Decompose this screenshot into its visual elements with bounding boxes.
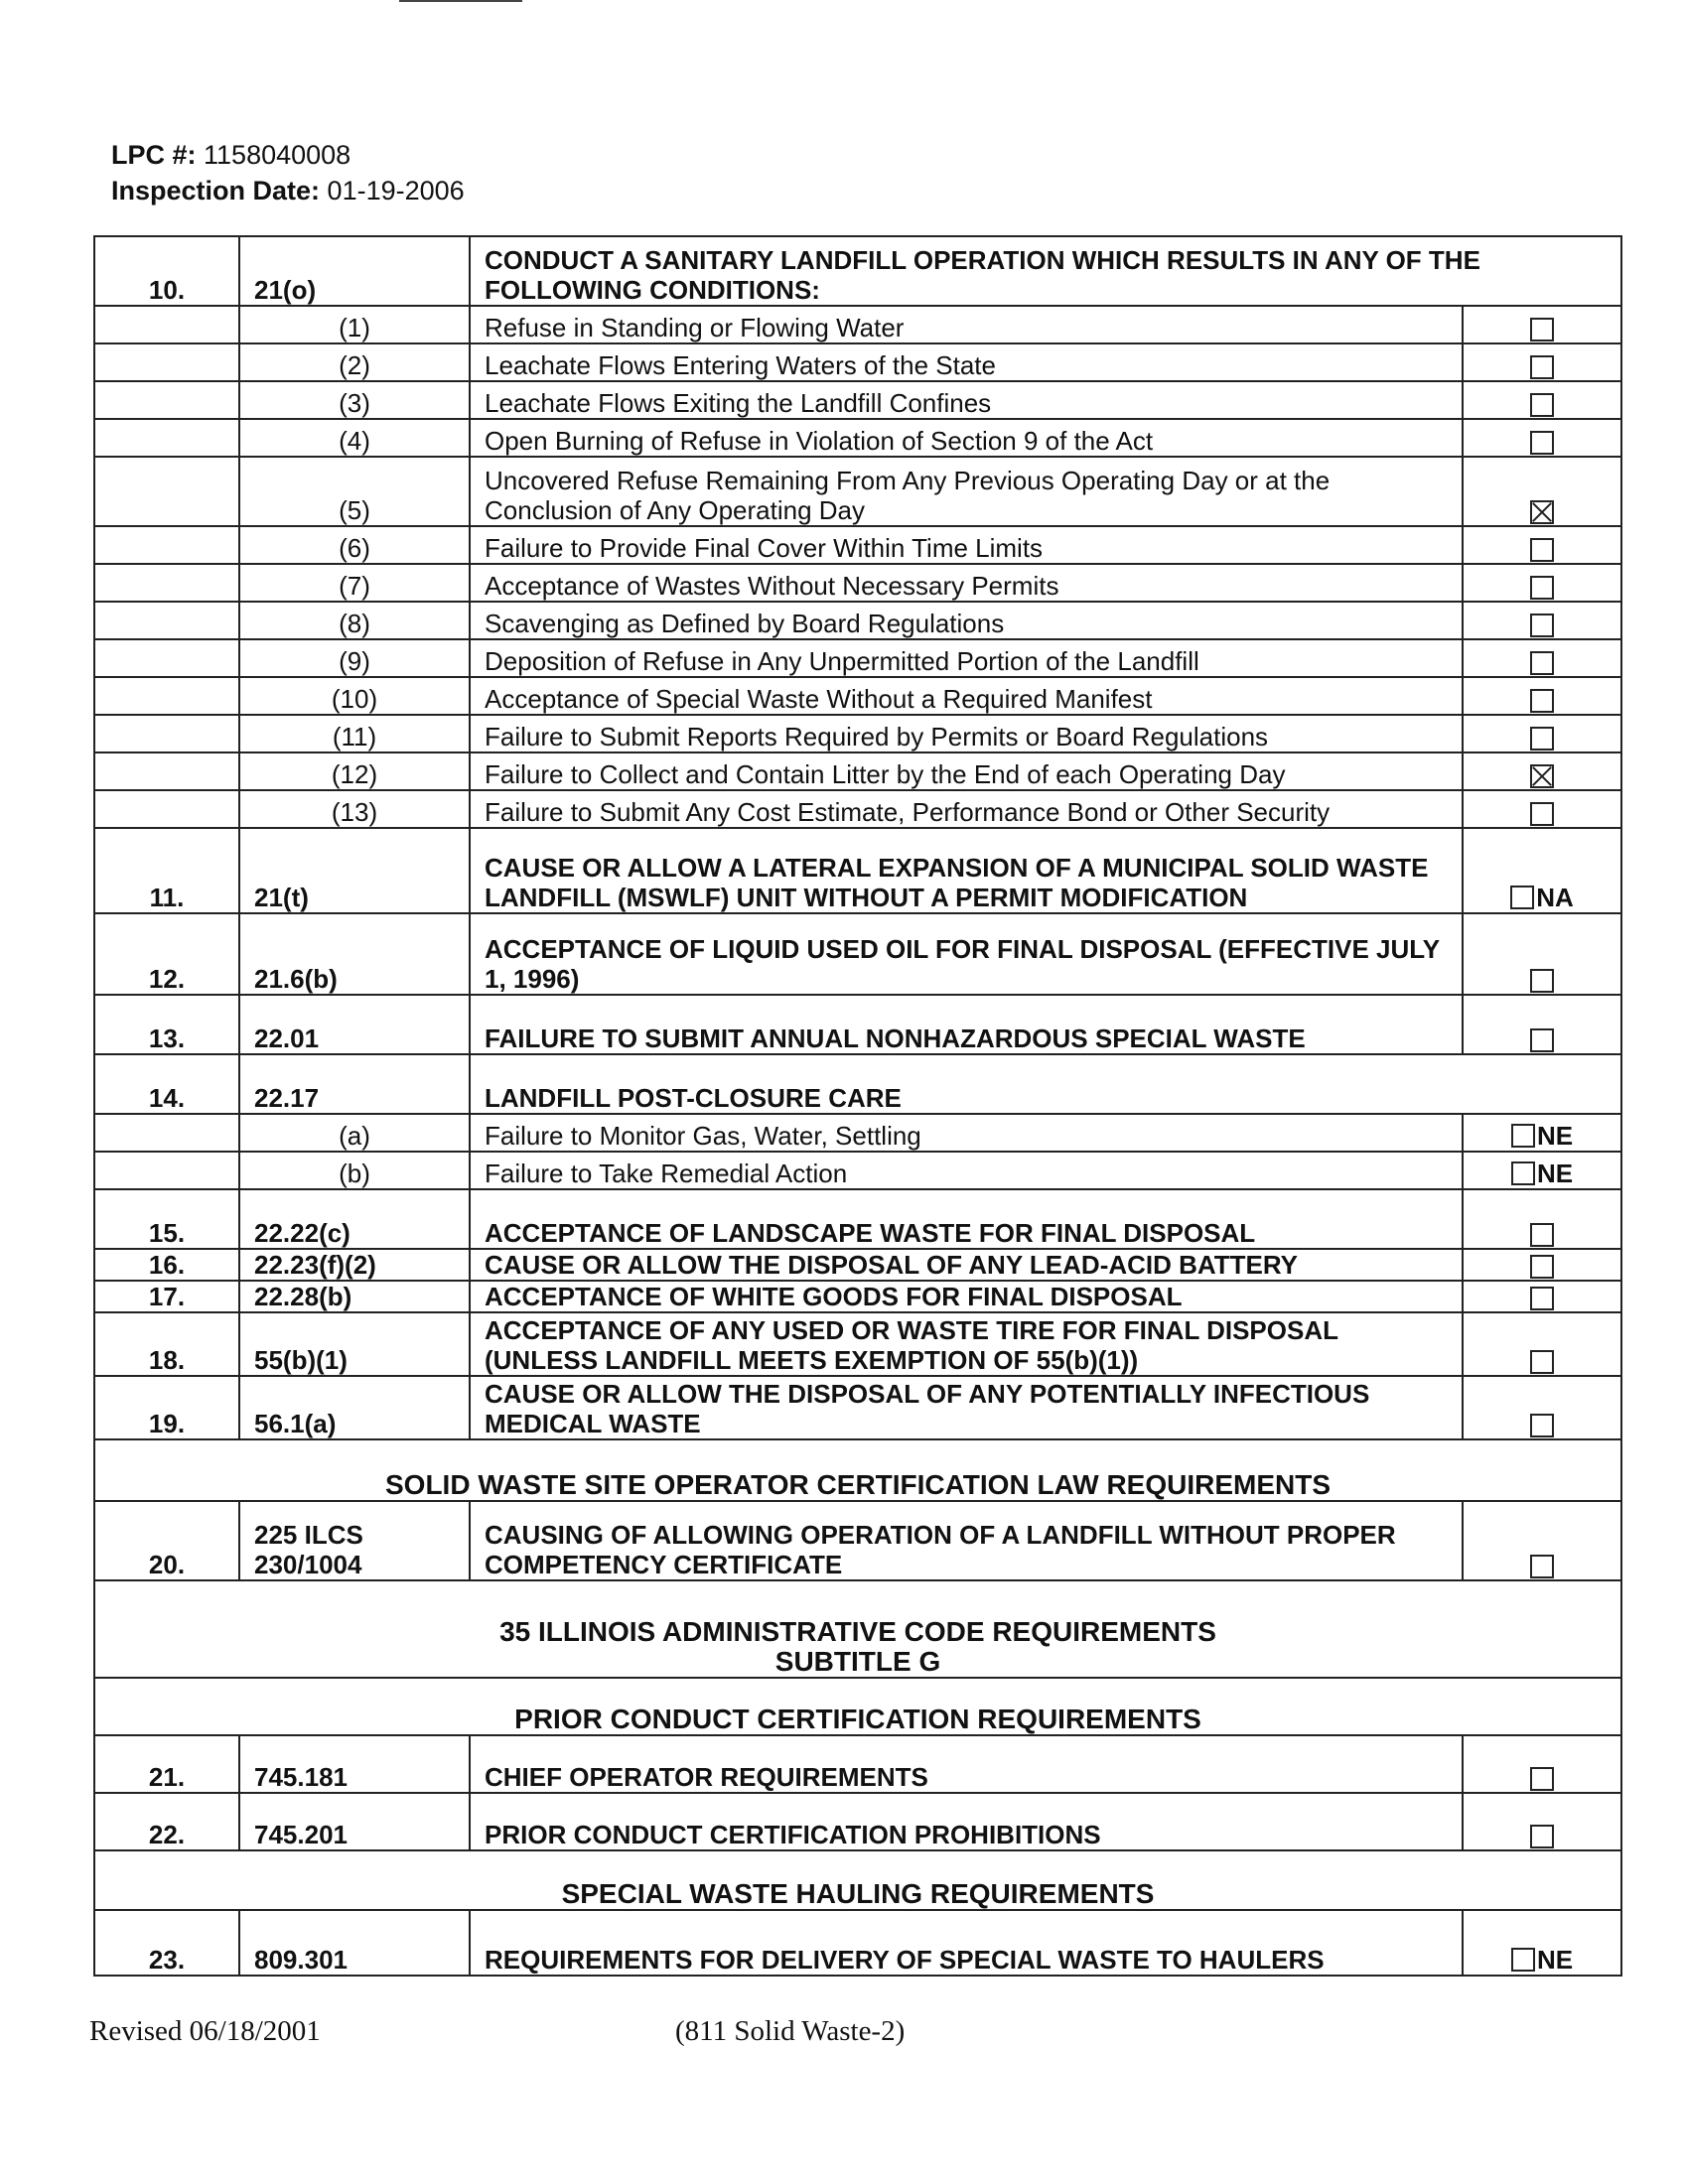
checkbox-cell	[1463, 790, 1621, 828]
item-title: ACCEPTANCE OF LANDSCAPE WASTE FOR FINAL DISPOSAL	[470, 1189, 1463, 1249]
item-number-blank	[94, 419, 239, 457]
item-title: CAUSE OR ALLOW THE DISPOSAL OF ANY LEAD-ACID BATTERY	[470, 1249, 1463, 1281]
inspection-date-label: Inspection Date:	[111, 176, 321, 205]
table-row	[94, 828, 1621, 913]
document-header	[111, 137, 465, 208]
table-row	[94, 381, 1621, 419]
checkbox[interactable]	[1530, 355, 1554, 379]
table-row	[94, 790, 1621, 828]
checkbox-cell	[1463, 1376, 1621, 1439]
item-number: 16.	[94, 1249, 239, 1281]
sub-item-number: (3)	[239, 381, 470, 419]
sub-item-number: (12)	[239, 752, 470, 790]
item-number: 22.	[94, 1793, 239, 1850]
item-number-blank	[94, 306, 239, 343]
checkbox-label: NE	[1536, 1121, 1574, 1151]
checkbox[interactable]	[1511, 1161, 1535, 1185]
checkbox-cell	[1463, 602, 1621, 639]
item-title: CAUSE OR ALLOW THE DISPOSAL OF ANY POTENTIALLY INFECTIOUS MEDICAL WASTE	[470, 1376, 1463, 1439]
table-row	[94, 677, 1621, 715]
item-number-blank	[94, 343, 239, 381]
item-number: 17.	[94, 1281, 239, 1312]
item-number-blank	[94, 715, 239, 752]
checkbox-cell	[1463, 526, 1621, 564]
section-ref: 745.181	[239, 1735, 470, 1793]
item-number: 11.	[94, 828, 239, 913]
item-number-blank	[94, 526, 239, 564]
top-rule	[399, 0, 522, 2]
checkbox-cell	[1463, 419, 1621, 457]
sub-item-number: (1)	[239, 306, 470, 343]
sub-item-description: Refuse in Standing or Flowing Water	[470, 306, 1463, 343]
checkbox[interactable]	[1530, 1555, 1554, 1578]
section-ref: 21(o)	[239, 236, 470, 306]
table-row	[94, 1114, 1621, 1152]
section-ref: 809.301	[239, 1910, 470, 1976]
checkbox[interactable]	[1530, 1028, 1554, 1052]
item-title: CONDUCT A SANITARY LANDFILL OPERATION WHICH RESULTS IN ANY OF THE FOLLOWING CONDITIONS:	[470, 236, 1621, 306]
item-number-blank	[94, 381, 239, 419]
lpc-line	[111, 137, 465, 173]
item-title: ACCEPTANCE OF ANY USED OR WASTE TIRE FOR FINAL DISPOSAL (UNLESS LANDFILL MEETS EXEMPTION OF 55(b)(1))	[470, 1312, 1463, 1376]
checkbox-cell	[1463, 564, 1621, 602]
section-heading-prior-conduct-line: PRIOR CONDUCT CERTIFICATION REQUIREMENTS	[514, 1704, 1201, 1734]
sub-item-number: (9)	[239, 639, 470, 677]
table-row	[94, 1793, 1621, 1850]
checkbox[interactable]	[1530, 1287, 1554, 1310]
checkbox[interactable]	[1510, 886, 1534, 909]
sub-item-description: Uncovered Refuse Remaining From Any Previous Operating Day or at the Conclusion of Any Operating Day	[470, 457, 1463, 526]
item-number: 18.	[94, 1312, 239, 1376]
item-number-blank	[94, 790, 239, 828]
checkbox[interactable]	[1530, 689, 1554, 713]
lpc-value: 1158040008	[204, 140, 351, 170]
item-number: 21.	[94, 1735, 239, 1793]
section-ref: 55(b)(1)	[239, 1312, 470, 1376]
item-number: 10.	[94, 236, 239, 306]
checkbox-cell	[1463, 752, 1621, 790]
item-title: REQUIREMENTS FOR DELIVERY OF SPECIAL WASTE TO HAULERS	[470, 1910, 1463, 1976]
sub-item-description: Failure to Submit Any Cost Estimate, Performance Bond or Other Security	[470, 790, 1463, 828]
section-heading-hauling	[94, 1850, 1621, 1910]
section-ref: 22.22(c)	[239, 1189, 470, 1249]
section-ref: 745.201	[239, 1793, 470, 1850]
section-heading-operator-line: SOLID WASTE SITE OPERATOR CERTIFICATION LAW REQUIREMENTS	[384, 1469, 1332, 1500]
table-row	[94, 1312, 1621, 1376]
sub-item-description: Failure to Take Remedial Action	[470, 1152, 1463, 1189]
item-title: FAILURE TO SUBMIT ANNUAL NONHAZARDOUS SPECIAL WASTE	[470, 995, 1463, 1054]
item-number-blank	[94, 1152, 239, 1189]
sub-item-description: Scavenging as Defined by Board Regulations	[470, 602, 1463, 639]
checkbox-cell	[1463, 1281, 1621, 1312]
section-heading-prior-conduct	[94, 1678, 1621, 1735]
sub-item-description: Failure to Monitor Gas, Water, Settling	[470, 1114, 1463, 1152]
sub-item-description: Leachate Flows Entering Waters of the State	[470, 343, 1463, 381]
sub-item-number: (a)	[239, 1114, 470, 1152]
checkbox-cell	[1463, 639, 1621, 677]
checked-box-icon[interactable]	[1530, 764, 1554, 788]
checkbox-cell	[1463, 1152, 1621, 1189]
item-number-blank	[94, 639, 239, 677]
table-row	[94, 526, 1621, 564]
inspection-checklist-table	[93, 235, 1622, 1977]
checkbox-cell	[1463, 1189, 1621, 1249]
table-row	[94, 564, 1621, 602]
item-number: 13.	[94, 995, 239, 1054]
checkbox[interactable]	[1530, 538, 1554, 562]
table-row	[94, 1152, 1621, 1189]
item-title: LANDFILL POST-CLOSURE CARE	[470, 1054, 1621, 1114]
sub-item-number: (4)	[239, 419, 470, 457]
item-number: 20.	[94, 1501, 239, 1580]
section-heading-admin-line: 35 ILLINOIS ADMINISTRATIVE CODE REQUIREMENTS	[499, 1616, 1216, 1647]
sub-item-number: (2)	[239, 343, 470, 381]
section-ref-line: 230/1004	[254, 1550, 362, 1579]
sub-item-number: (8)	[239, 602, 470, 639]
checkbox-label: NE	[1536, 1945, 1574, 1975]
table-row	[94, 236, 1621, 306]
sub-item-description: Failure to Submit Reports Required by Permits or Board Regulations	[470, 715, 1463, 752]
sub-item-description: Failure to Provide Final Cover Within Time Limits	[470, 526, 1463, 564]
section-ref: 22.01	[239, 995, 470, 1054]
checkbox[interactable]	[1530, 1223, 1554, 1247]
checkbox-cell	[1463, 1910, 1621, 1976]
checkbox[interactable]	[1530, 1825, 1554, 1848]
sub-item-description: Deposition of Refuse in Any Unpermitted Portion of the Landfill	[470, 639, 1463, 677]
checkbox[interactable]	[1530, 393, 1554, 417]
table-row	[94, 1580, 1621, 1678]
table-row	[94, 995, 1621, 1054]
checkbox-cell	[1463, 306, 1621, 343]
checkbox[interactable]	[1530, 431, 1554, 455]
checked-box-icon[interactable]	[1530, 500, 1554, 524]
item-title: CAUSING OF ALLOWING OPERATION OF A LANDFILL WITHOUT PROPER COMPETENCY CERTIFICATE	[470, 1501, 1463, 1580]
item-title: PRIOR CONDUCT CERTIFICATION PROHIBITIONS	[470, 1793, 1463, 1850]
checkbox[interactable]	[1530, 727, 1554, 751]
form-id: (811 Solid Waste-2)	[675, 2015, 906, 2047]
checkbox-cell	[1463, 715, 1621, 752]
section-ref: 22.23(f)(2)	[239, 1249, 470, 1281]
item-number: 19.	[94, 1376, 239, 1439]
item-title: ACCEPTANCE OF WHITE GOODS FOR FINAL DISPOSAL	[470, 1281, 1463, 1312]
checkbox-cell	[1463, 1114, 1621, 1152]
item-number-blank	[94, 677, 239, 715]
section-ref: 22.28(b)	[239, 1281, 470, 1312]
inspection-date-value: 01-19-2006	[327, 176, 465, 205]
checkbox-cell	[1463, 1312, 1621, 1376]
table-row	[94, 1189, 1621, 1249]
sub-item-description: Open Burning of Refuse in Violation of Section 9 of the Act	[470, 419, 1463, 457]
checkbox[interactable]	[1530, 1255, 1554, 1279]
checkbox[interactable]	[1530, 969, 1554, 993]
lpc-label: LPC #:	[111, 140, 197, 170]
checkbox[interactable]	[1511, 1124, 1535, 1148]
table-row	[94, 1850, 1621, 1910]
item-title: ACCEPTANCE OF LIQUID USED OIL FOR FINAL DISPOSAL (EFFECTIVE JULY 1, 1996)	[470, 913, 1463, 995]
inspection-date-line	[111, 173, 465, 208]
item-title: CAUSE OR ALLOW A LATERAL EXPANSION OF A MUNICIPAL SOLID WASTE LANDFILL (MSWLF) UNIT WITHOUT A PERMIT MODIFICATION	[470, 828, 1463, 913]
sub-item-description: Acceptance of Special Waste Without a Required Manifest	[470, 677, 1463, 715]
table-row	[94, 457, 1621, 526]
checkbox-label: NE	[1536, 1159, 1574, 1188]
table-row	[94, 1439, 1621, 1501]
checkbox-cell	[1463, 1249, 1621, 1281]
sub-item-number: (6)	[239, 526, 470, 564]
sub-item-number: (5)	[239, 457, 470, 526]
table-row	[94, 1376, 1621, 1439]
item-title: CHIEF OPERATOR REQUIREMENTS	[470, 1735, 1463, 1793]
table-row	[94, 306, 1621, 343]
sub-item-description: Leachate Flows Exiting the Landfill Confines	[470, 381, 1463, 419]
table-row	[94, 419, 1621, 457]
sub-item-number: (11)	[239, 715, 470, 752]
item-number: 12.	[94, 913, 239, 995]
revised-date: Revised 06/18/2001	[89, 2015, 321, 2047]
sub-item-description: Acceptance of Wastes Without Necessary Permits	[470, 564, 1463, 602]
checkbox-cell	[1463, 677, 1621, 715]
checkbox-cell	[1463, 1735, 1621, 1793]
sub-item-number: (13)	[239, 790, 470, 828]
section-ref-line: 225 ILCS	[254, 1520, 363, 1550]
table-row	[94, 913, 1621, 995]
checkbox-cell	[1463, 1793, 1621, 1850]
table-row	[94, 1054, 1621, 1114]
table-row	[94, 602, 1621, 639]
table-row	[94, 752, 1621, 790]
checkbox[interactable]	[1530, 614, 1554, 637]
item-number-blank	[94, 602, 239, 639]
sub-item-number: (7)	[239, 564, 470, 602]
checkbox[interactable]	[1530, 576, 1554, 600]
section-ref: 22.17	[239, 1054, 470, 1114]
section-ref: 21.6(b)	[239, 913, 470, 995]
table-row	[94, 639, 1621, 677]
section-heading-operator	[94, 1439, 1621, 1501]
item-number: 23.	[94, 1910, 239, 1976]
checkbox[interactable]	[1530, 1767, 1554, 1791]
table-row	[94, 343, 1621, 381]
checkbox[interactable]	[1530, 318, 1554, 341]
checkbox-cell	[1463, 1501, 1621, 1580]
table-row	[94, 1910, 1621, 1976]
section-ref: 21(t)	[239, 828, 470, 913]
section-ref	[239, 1501, 470, 1580]
checkbox-cell	[1463, 913, 1621, 995]
section-ref: 56.1(a)	[239, 1376, 470, 1439]
table-row	[94, 715, 1621, 752]
sub-item-number: (b)	[239, 1152, 470, 1189]
checkbox-cell	[1463, 828, 1621, 913]
checkbox[interactable]	[1530, 802, 1554, 826]
checkbox-cell	[1463, 343, 1621, 381]
sub-item-description: Failure to Collect and Contain Litter by the End of each Operating Day	[470, 752, 1463, 790]
checkbox-label: NA	[1536, 883, 1574, 912]
table-row	[94, 1249, 1621, 1281]
table-row	[94, 1281, 1621, 1312]
checkbox[interactable]	[1530, 1414, 1554, 1437]
checkbox-cell	[1463, 381, 1621, 419]
table-row	[94, 1501, 1621, 1580]
item-number-blank	[94, 564, 239, 602]
item-number-blank	[94, 752, 239, 790]
sub-item-number: (10)	[239, 677, 470, 715]
item-number-blank	[94, 457, 239, 526]
checkbox[interactable]	[1530, 1350, 1554, 1374]
checkbox-cell	[1463, 995, 1621, 1054]
table-row	[94, 1735, 1621, 1793]
item-number: 14.	[94, 1054, 239, 1114]
section-heading-admin-line: SUBTITLE G	[774, 1646, 941, 1677]
checkbox[interactable]	[1530, 651, 1554, 675]
section-heading-admin	[94, 1580, 1621, 1678]
checkbox-cell	[1463, 457, 1621, 526]
item-number: 15.	[94, 1189, 239, 1249]
table-row	[94, 1678, 1621, 1735]
item-number-blank	[94, 1114, 239, 1152]
section-heading-hauling-line: SPECIAL WASTE HAULING REQUIREMENTS	[561, 1878, 1155, 1909]
checkbox[interactable]	[1511, 1948, 1535, 1972]
